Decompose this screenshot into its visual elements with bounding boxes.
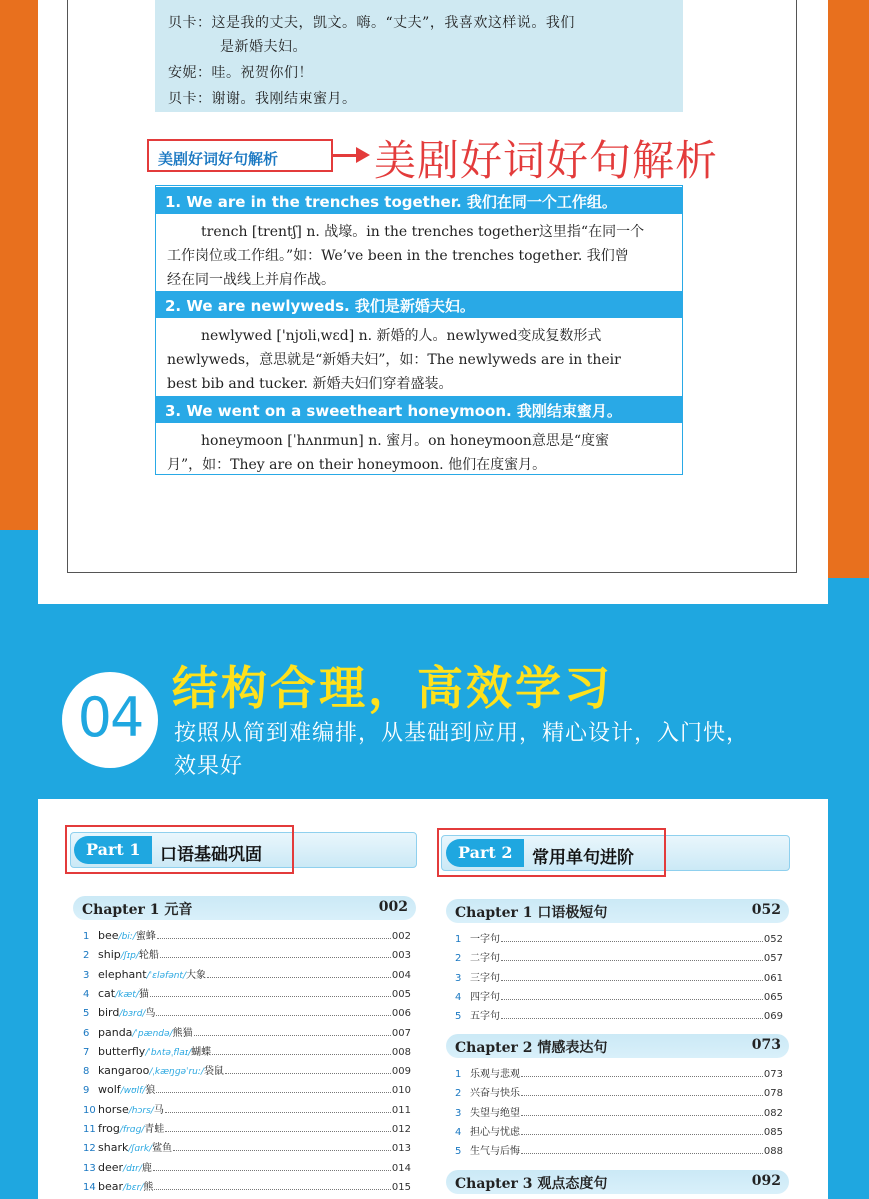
chapter-page: 002	[378, 899, 408, 915]
dot-leader	[521, 1076, 763, 1077]
toc-item[interactable]	[83, 1139, 411, 1157]
toc-item-word: panda	[98, 1025, 133, 1039]
toc-item-phonetic: /hɔrs/	[128, 1105, 154, 1116]
toc-item-page: 078	[763, 1088, 783, 1100]
dot-leader	[501, 941, 763, 942]
toc-item[interactable]	[455, 1065, 783, 1083]
toc-item-number: 5	[455, 1011, 462, 1023]
toc-item-meaning: 熊猫	[172, 1027, 193, 1039]
dot-leader	[194, 1035, 391, 1036]
vocab-entry-line: trench [trentʃ] n. 战壕。in the trenches together这里指“在同一个	[201, 224, 645, 240]
toc-item-phonetic: /wʊlf/	[120, 1086, 146, 1097]
dot-leader	[501, 960, 763, 961]
toc-item-word: wolf	[98, 1083, 121, 1097]
dot-leader	[207, 977, 391, 978]
toc-item-number: 4	[455, 1126, 462, 1138]
toc-item[interactable]	[455, 988, 783, 1006]
vocab-entry-line: honeymoon [ˈhʌnɪmun] n. 蜜月。on honeymoon意思是“度蜜	[201, 433, 609, 449]
toc-item-title: 乐观与悲观	[470, 1069, 520, 1080]
toc-item-phonetic: /kæt/	[115, 989, 139, 1000]
toc-item[interactable]	[83, 946, 411, 964]
toc-item[interactable]	[455, 1123, 783, 1141]
vocab-entry-line: newlyweds，意思就是“新婚夫妇”，如：The newlyweds are in their	[167, 352, 621, 368]
toc-item-page: 012	[391, 1124, 411, 1135]
toc-item[interactable]	[83, 1120, 411, 1138]
dialog-line: 是新婚夫妇。	[220, 39, 307, 55]
dot-leader	[150, 996, 391, 997]
toc-item[interactable]	[83, 985, 411, 1003]
dialog-line: 贝卡：谢谢。我刚结束蜜月。	[168, 91, 357, 107]
toc-item-page: 006	[391, 1008, 411, 1020]
toc-item-number: 4	[455, 991, 462, 1003]
toc-item-number: 2	[455, 1088, 462, 1100]
toc-item-number: 6	[83, 1027, 90, 1039]
dot-leader	[173, 1150, 391, 1151]
dot-leader	[156, 1092, 391, 1093]
orange-backdrop-right	[827, 0, 869, 578]
toc-item-word: cat	[98, 986, 116, 1000]
toc-item[interactable]	[83, 1024, 411, 1042]
toc-item-page: 069	[763, 1011, 783, 1023]
toc-item-number: 1	[455, 934, 462, 945]
toc-item[interactable]	[455, 1104, 783, 1122]
toc-item-meaning: 狼	[145, 1085, 156, 1097]
toc-item-word: shark	[98, 1141, 129, 1155]
toc-item-meaning: 大象	[186, 969, 206, 981]
toc-item-page: 085	[763, 1126, 783, 1138]
vocab-big-title: 美剧好词好句解析	[374, 136, 719, 185]
toc-item-word: bird	[98, 1006, 120, 1020]
vocab-entry-line: newlywed ['njʊliˌwɛd] n. 新婚的人。newlywed变成复数形式	[201, 328, 602, 344]
toc-item[interactable]	[455, 1007, 783, 1025]
orange-backdrop-left	[0, 0, 40, 530]
toc-item-number: 3	[83, 969, 90, 981]
dot-leader	[165, 1112, 391, 1113]
toc-item[interactable]	[83, 927, 411, 945]
dialog-line: 贝卡：这是我的丈夫，凯文。嗨。“丈夫”，我喜欢这样说。我们	[168, 15, 575, 31]
toc-item-number: 12	[83, 1143, 96, 1155]
chapter-page: 092	[751, 1173, 781, 1189]
toc-item[interactable]	[455, 1084, 783, 1102]
highlight-frame	[65, 825, 294, 874]
toc-item-title: 三字句	[470, 972, 500, 984]
toc-item[interactable]	[83, 1062, 411, 1080]
toc-item-word: ship	[98, 948, 121, 962]
vocab-entry-heading: 3. We went on a sweetheart honeymoon. 我刚结束蜜月。	[155, 396, 683, 423]
toc-item-meaning: 马	[153, 1104, 164, 1116]
toc-item-title: 二字句	[470, 953, 500, 965]
toc-item[interactable]	[83, 1178, 411, 1196]
toc-item-page: 010	[391, 1085, 411, 1097]
chapter-page: 073	[751, 1037, 781, 1053]
toc-item[interactable]	[83, 1101, 411, 1119]
toc-item-word: horse	[98, 1102, 129, 1116]
toc-item[interactable]	[455, 949, 783, 967]
toc-item-number: 13	[83, 1162, 96, 1174]
toc-item-title: 四字句	[470, 991, 500, 1003]
toc-item-title: 五字句	[470, 1011, 500, 1023]
toc-item-page: 057	[763, 953, 783, 965]
part-2-badge: Part 2	[446, 839, 524, 867]
toc-item-meaning: 轮船	[138, 950, 159, 962]
toc-item-word: kangaroo	[98, 1064, 150, 1078]
toc-item-number: 7	[83, 1046, 90, 1058]
vocab-entry-line: best bib and tucker. 新婚夫妇们穿着盛装。	[167, 376, 453, 392]
chapter-title: Chapter 1 元音	[82, 902, 193, 918]
toc-item-title: 一字句	[470, 934, 500, 945]
dot-leader	[156, 1015, 390, 1016]
toc-item-meaning: 蝴蝶	[191, 1046, 212, 1058]
dot-leader	[521, 1095, 763, 1096]
toc-item-page: 082	[763, 1107, 783, 1119]
toc-item-meaning: 袋鼠	[203, 1066, 224, 1078]
toc-item-phonetic: /dɪr/	[123, 1163, 142, 1174]
vocab-entry-heading: 1. We are in the trenches together. 我们在同一个工作组。	[155, 187, 683, 214]
toc-item-number: 10	[83, 1104, 96, 1116]
chapter-title: Chapter 1 口语极短句	[455, 905, 608, 921]
vocab-entry-line: 经在同一战线上并肩作战。	[167, 272, 335, 288]
section-title: 结构合理，高效学习	[172, 661, 613, 715]
dot-leader	[165, 1131, 391, 1132]
dot-leader	[157, 938, 391, 939]
toc-item-page: 003	[391, 950, 411, 962]
toc-item-phonetic: /ʃɑrk/	[128, 1144, 153, 1155]
dot-leader	[521, 1153, 763, 1154]
toc-item-page: 009	[391, 1066, 411, 1078]
toc-item-meaning: 鸟	[145, 1008, 156, 1020]
toc-item-page: 013	[391, 1143, 411, 1155]
toc-item-number: 2	[83, 950, 90, 962]
vocab-entry-heading: 2. We are newlyweds. 我们是新婚夫妇。	[155, 291, 683, 318]
toc-item-page: 008	[391, 1046, 411, 1058]
toc-item[interactable]	[455, 1142, 783, 1160]
toc-item-number: 1	[83, 931, 90, 942]
toc-item-page: 005	[391, 988, 411, 1000]
toc-item-meaning: 猫	[138, 988, 149, 1000]
part-2-name: 常用单句进阶	[532, 848, 634, 868]
toc-item-phonetic: /ˈbʌtəˌflaɪ/	[145, 1047, 192, 1058]
toc-item-phonetic: /ˈɛləfənt/	[146, 970, 186, 981]
toc-item[interactable]	[83, 1159, 411, 1177]
toc-item[interactable]	[455, 969, 783, 987]
dot-leader	[225, 1073, 391, 1074]
toc-item-page: 014	[391, 1162, 411, 1174]
toc-item[interactable]	[83, 1081, 411, 1099]
toc-item-number: 3	[455, 1107, 462, 1119]
toc-item-number: 3	[455, 972, 462, 984]
dot-leader	[501, 999, 763, 1000]
toc-item-title: 兴奋与快乐	[470, 1088, 520, 1100]
vocab-entry-line: 月”，如：They are on their honeymoon. 他们在度蜜月。	[167, 457, 547, 473]
chapter-bar[interactable]	[446, 899, 789, 923]
toc-item-number: 8	[83, 1066, 90, 1078]
toc-item-page: 007	[391, 1027, 411, 1039]
toc-item-meaning: 鹿	[141, 1162, 152, 1174]
toc-item-title: 生气与后悔	[470, 1146, 520, 1158]
toc-item-page: 073	[763, 1069, 783, 1080]
chapter-bar[interactable]	[446, 1170, 789, 1194]
highlight-frame	[437, 828, 666, 877]
dot-leader	[160, 957, 391, 958]
toc-item[interactable]	[455, 930, 783, 948]
arrow-head-icon	[356, 147, 370, 163]
toc-item-page: 065	[763, 991, 783, 1003]
chapter-page: 052	[751, 902, 781, 918]
toc-item-page: 061	[763, 972, 783, 984]
vocab-section-tag: 美剧好词好句解析	[147, 139, 333, 172]
dot-leader	[521, 1134, 763, 1135]
toc-item-meaning: 鲨鱼	[152, 1143, 173, 1155]
toc-item-phonetic: /frɑɡ/	[119, 1125, 145, 1135]
dialog-line: 安妮：哇。祝贺你们！	[168, 65, 313, 81]
toc-item-word: bear	[98, 1179, 124, 1193]
toc-item-number: 4	[83, 988, 90, 1000]
toc-item-word: butterfly	[98, 1044, 146, 1058]
dot-leader	[154, 1189, 391, 1190]
toc-item-page: 088	[763, 1146, 783, 1158]
toc-item-phonetic: /bɛr/	[123, 1182, 144, 1193]
toc-item-page: 004	[391, 969, 411, 981]
toc-item-phonetic: /bɜrd/	[119, 1009, 146, 1020]
section-number-badge: 04	[62, 672, 158, 768]
part-1-badge: Part 1	[74, 836, 152, 864]
dot-leader	[212, 1054, 391, 1055]
toc-item-word: deer	[98, 1160, 124, 1174]
toc-item-number: 1	[455, 1069, 462, 1080]
toc-item-number: 2	[455, 953, 462, 965]
part-1-name: 口语基础巩固	[160, 845, 262, 865]
toc-item-phonetic: /ˈpændə/	[132, 1028, 173, 1039]
toc-item-number: 5	[455, 1146, 462, 1158]
toc-item-number: 14	[83, 1181, 96, 1193]
toc-item-phonetic: /biː/	[118, 932, 136, 942]
section-subtitle: 效果好	[174, 754, 244, 779]
toc-item-meaning: 青蛙	[144, 1124, 165, 1135]
dot-leader	[501, 1018, 763, 1019]
dot-leader	[501, 980, 763, 981]
toc-item-word: bee	[98, 929, 119, 942]
toc-item-number: 5	[83, 1008, 90, 1020]
toc-item-meaning: 熊	[143, 1181, 154, 1193]
toc-item-page: 002	[391, 931, 411, 942]
toc-item-page: 011	[391, 1104, 411, 1116]
toc-item-number: 9	[83, 1085, 90, 1097]
toc-item[interactable]	[83, 1004, 411, 1022]
dot-leader	[153, 1170, 391, 1171]
section-subtitle: 按照从简到难编排，从基础到应用，精心设计，入门快，	[174, 721, 750, 746]
chapter-bar[interactable]	[446, 1034, 789, 1058]
toc-item-meaning: 蜜蜂	[135, 931, 156, 942]
dot-leader	[521, 1115, 763, 1116]
toc-item-word: elephant	[98, 967, 147, 981]
chapter-title: Chapter 2 情感表达句	[455, 1040, 608, 1056]
chapter-title: Chapter 3 观点态度句	[455, 1176, 608, 1192]
toc-item-page: 015	[391, 1181, 411, 1193]
toc-item-number: 11	[83, 1124, 96, 1135]
vocab-entry-line: 工作岗位或工作组。”如：We’ve been in the trenches together. 我们曾	[167, 248, 629, 264]
toc-item-phonetic: /ʃɪp/	[120, 951, 139, 962]
toc-item-word: frog	[98, 1122, 120, 1135]
chapter-bar[interactable]	[73, 896, 416, 920]
toc-item-title: 失望与绝望	[470, 1107, 520, 1119]
toc-item-phonetic: /ˌkæŋɡəˈruː/	[149, 1067, 204, 1078]
toc-item-title: 担心与忧虑	[470, 1126, 520, 1138]
toc-item[interactable]	[83, 1043, 411, 1061]
toc-item-page: 052	[763, 934, 783, 945]
toc-item[interactable]	[83, 966, 411, 984]
